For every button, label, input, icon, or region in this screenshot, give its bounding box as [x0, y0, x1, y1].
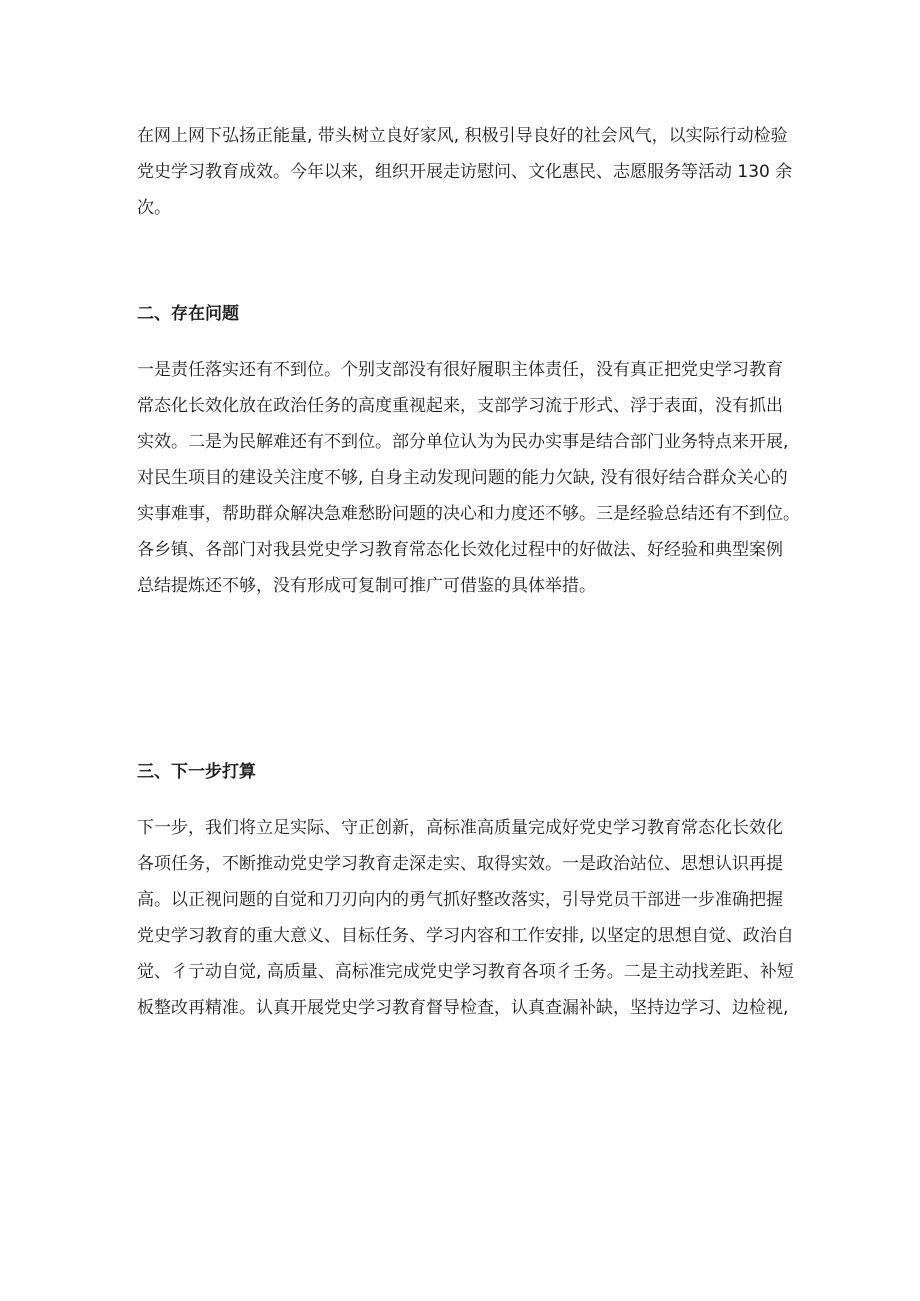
- paragraph-line: 在网上网下弘扬正能量, 带头树立良好家风, 积极引导良好的社会风气，以实际行动检验: [137, 126, 788, 146]
- paragraph-next-steps: [137, 810, 797, 1026]
- paragraph-line: 党史学习教育的重大意义、目标任务、学习内容和工作安排, 以坚定的思想自觉、政治自: [137, 926, 794, 946]
- paragraph-1: [137, 118, 797, 226]
- paragraph-line: 实事难事，帮助群众解决急难愁盼问题的决心和力度还不够。三是经验总结还有不到位。: [137, 504, 800, 524]
- section-heading-next-steps: 三、下一步打算: [137, 762, 256, 782]
- paragraph-problems: [137, 352, 800, 604]
- paragraph-line: 各项任务，不断推动党史学习教育走深走实、取得实效。一是政治站位、思想认识再提: [137, 854, 783, 874]
- paragraph-line: 高。以正视问题的自觉和刀刃向内的勇气抓好整改落实，引导党员干部进一步准确把握: [137, 890, 783, 910]
- paragraph-line: 次。: [137, 198, 171, 218]
- paragraph-line: 板整改再精准。认真开展党史学习教育督导检查，认真查漏补缺，坚持边学习、边检视,: [137, 998, 789, 1018]
- paragraph-line: 对民生项目的建设关注度不够, 自身主动发现问题的能力欠缺, 没有很好结合群众关心的: [137, 468, 788, 488]
- paragraph-line: 实效。二是为民解难还有不到位。部分单位认为为民办实事是结合部门业务特点来开展,: [137, 432, 789, 452]
- paragraph-line: 一是责任落实还有不到位。个别支部没有很好履职主体责任，没有真正把党史学习教育: [137, 360, 783, 380]
- paragraph-line: 觉、彳亍动自觉, 高质量、高标准完成党史学习教育各项彳壬务。二是主动找差距、补短: [137, 962, 794, 982]
- paragraph-line: 常态化长效化放在政治任务的高度重视起来，支部学习流于形式、浮于表面，没有抓出: [137, 396, 783, 416]
- paragraph-line: 总结提炼还不够，没有形成可复制可推广可借鉴的具体举措。: [137, 576, 596, 596]
- section-heading-problems: 二、存在问题: [137, 304, 239, 324]
- paragraph-line: 下一步，我们将立足实际、守正创新，高标准高质量完成好党史学习教育常态化长效化: [137, 818, 783, 838]
- paragraph-line: 各乡镇、各部门对我县党史学习教育常态化长效化过程中的好做法、好经验和典型案例: [137, 540, 783, 560]
- paragraph-line: 党史学习教育成效。今年以来，组织开展走访慰问、文化惠民、志愿服务等活动 130 余: [137, 162, 793, 182]
